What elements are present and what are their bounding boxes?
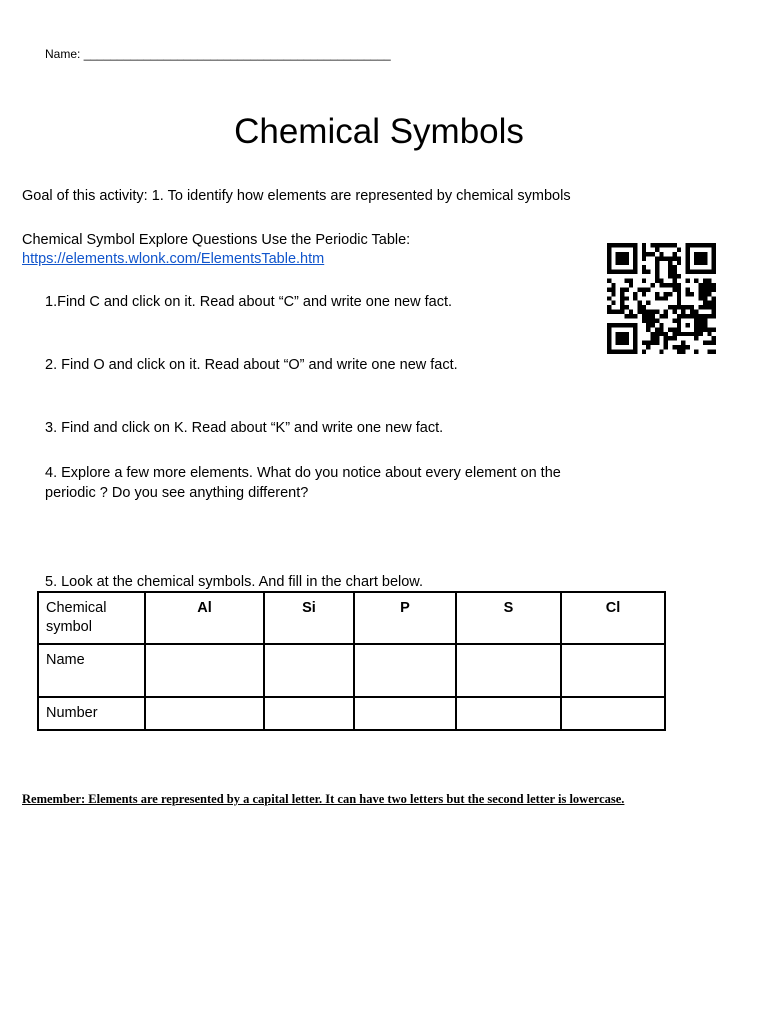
number-cell-al[interactable] bbox=[145, 697, 264, 730]
name-cell-p[interactable] bbox=[354, 644, 456, 697]
name-cell-si[interactable] bbox=[264, 644, 354, 697]
row-header-number: Number bbox=[38, 697, 145, 730]
number-cell-cl[interactable] bbox=[561, 697, 665, 730]
number-cell-s[interactable] bbox=[456, 697, 561, 730]
name-label: Name: bbox=[45, 47, 84, 61]
question-2: 2. Find O and click on it. Read about “O” and write one new fact. bbox=[45, 357, 458, 373]
name-cell-cl[interactable] bbox=[561, 644, 665, 697]
symbol-header-p: P bbox=[354, 592, 456, 644]
question-4-line-2: periodic ? Do you see anything different? bbox=[45, 485, 309, 501]
question-5: 5. Look at the chemical symbols. And fill in the chart below. bbox=[45, 574, 424, 590]
name-field bbox=[45, 47, 391, 61]
row-header-chemical-symbol: Chemical symbol bbox=[38, 592, 145, 644]
table-row bbox=[38, 644, 665, 697]
number-cell-p[interactable] bbox=[354, 697, 456, 730]
symbol-header-si: Si bbox=[264, 592, 354, 644]
goal-text: Goal of this activity: 1. To identify how elements are represented by chemical symbols bbox=[22, 188, 571, 204]
table-row bbox=[38, 697, 665, 730]
question-4-line-1: 4. Explore a few more elements. What do you notice about every element on the bbox=[45, 465, 561, 481]
number-cell-si[interactable] bbox=[264, 697, 354, 730]
question-1: 1.Find C and click on it. Read about “C” and write one new fact. bbox=[45, 294, 453, 310]
row-header-name: Name bbox=[38, 644, 145, 697]
name-cell-al[interactable] bbox=[145, 644, 264, 697]
page-title: Chemical Symbols bbox=[234, 112, 524, 151]
symbol-header-s: S bbox=[456, 592, 561, 644]
remember-note: Remember: Elements are represented by a capital letter. It can have two letters but the second letter is lowercase. bbox=[22, 792, 625, 806]
table-row bbox=[38, 592, 665, 644]
explore-heading: Chemical Symbol Explore Questions Use the Periodic Table: bbox=[22, 232, 411, 248]
symbol-header-cl: Cl bbox=[561, 592, 665, 644]
qr-code-icon bbox=[607, 243, 716, 354]
periodic-table-link[interactable]: https://elements.wlonk.com/ElementsTable.htm bbox=[22, 251, 325, 267]
symbol-header-al: Al bbox=[145, 592, 264, 644]
name-blank-line[interactable]: ______________________________________________ bbox=[83, 47, 391, 61]
name-cell-s[interactable] bbox=[456, 644, 561, 697]
element-chart-table bbox=[37, 591, 666, 731]
question-3: 3. Find and click on K. Read about “K” and write one new fact. bbox=[45, 420, 444, 436]
